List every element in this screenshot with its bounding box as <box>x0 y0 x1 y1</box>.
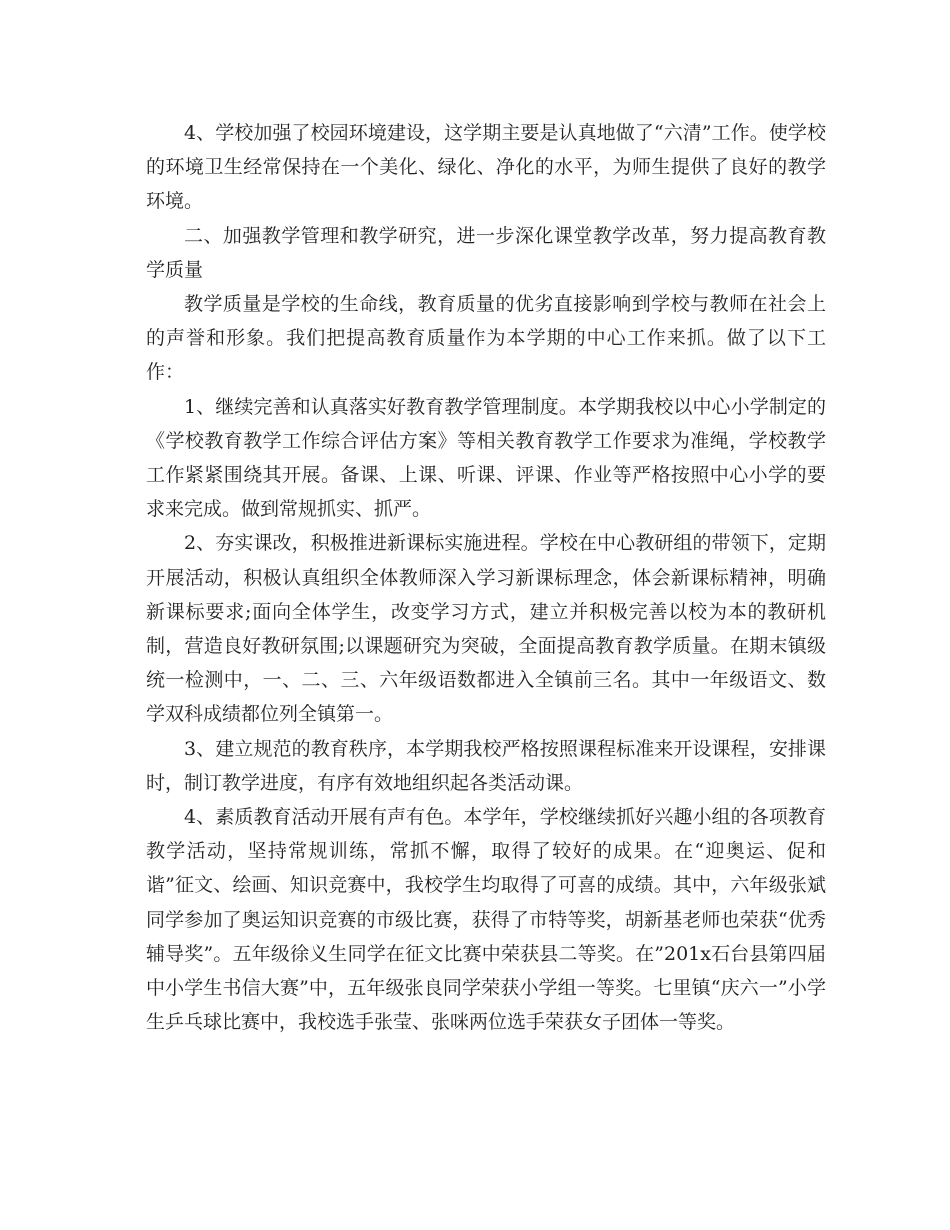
paragraph-curriculum-reform: 2、夯实课改，积极推进新课标实施进程。学校在中心教研组的带领下，定期开展活动，积极认真组织全体教师深入学习新课标理念，体会新课标精神，明确新课标要求;面向全体学生，改变学习方式，建立并积极完善以校为本的教研机制，营造良好教研氛围;以课题研究为突破，全面提高教育教学质量。在期末镇级统一检测中，一、二、三、六年级语数都进入全镇前三名。其中一年级语文、数学双科成绩都位列全镇第一。 <box>146 532 826 726</box>
paragraph-education-order: 3、建立规范的教育秩序，本学期我校严格按照课程标准来开设课程，安排课时，制订教学进度，有序有效地组织起各类活动课。 <box>146 737 826 794</box>
paragraph-management-system: 1、继续完善和认真落实好教育教学管理制度。本学期我校以中心小学制定的《学校教育教学工作综合评估方案》等相关教育教学工作要求为准绳，学校教学工作紧紧围绕其开展。备课、上课、听课、评课、作业等严格按照中心小学的要求来完成。做到常规抓实、抓严。 <box>146 395 826 521</box>
document-body <box>146 116 826 1039</box>
paragraph-environment: 4、学校加强了校园环境建设，这学期主要是认真地做了“六清”工作。使学校的环境卫生经常保持在一个美化、绿化、净化的水平，为师生提供了良好的教学环境。 <box>146 122 826 213</box>
section-heading-teaching-management: 二、加强教学管理和教学研究，进一步深化课堂教学改革，努力提高教育教学质量 <box>146 224 826 281</box>
paragraph-teaching-quality: 教学质量是学校的生命线，教育质量的优劣直接影响到学校与教师在社会上的声誉和形象。我们把提高教育质量作为本学期的中心工作来抓。做了以下工作： <box>146 293 826 384</box>
paragraph-quality-education: 4、素质教育活动开展有声有色。本学年，学校继续抓好兴趣小组的各项教育教学活动，坚持常规训练，常抓不懈，取得了较好的成果。在“迎奥运、促和谐”征文、绘画、知识竞赛中，我校学生均取得了可喜的成绩。其中，六年级张斌同学参加了奥运知识竞赛的市级比赛，获得了市特等奖，胡新基老师也荣获“优秀辅导奖”。五年级徐义生同学在征文比赛中荣获县二等奖。在”201x石台县第四届中小学生书信大赛”中，五年级张良同学荣获小学组一等奖。七里镇“庆六一”小学生乒乓球比赛中，我校选手张莹、张咪两位选手荣获女子团体一等奖。 <box>146 806 826 1034</box>
